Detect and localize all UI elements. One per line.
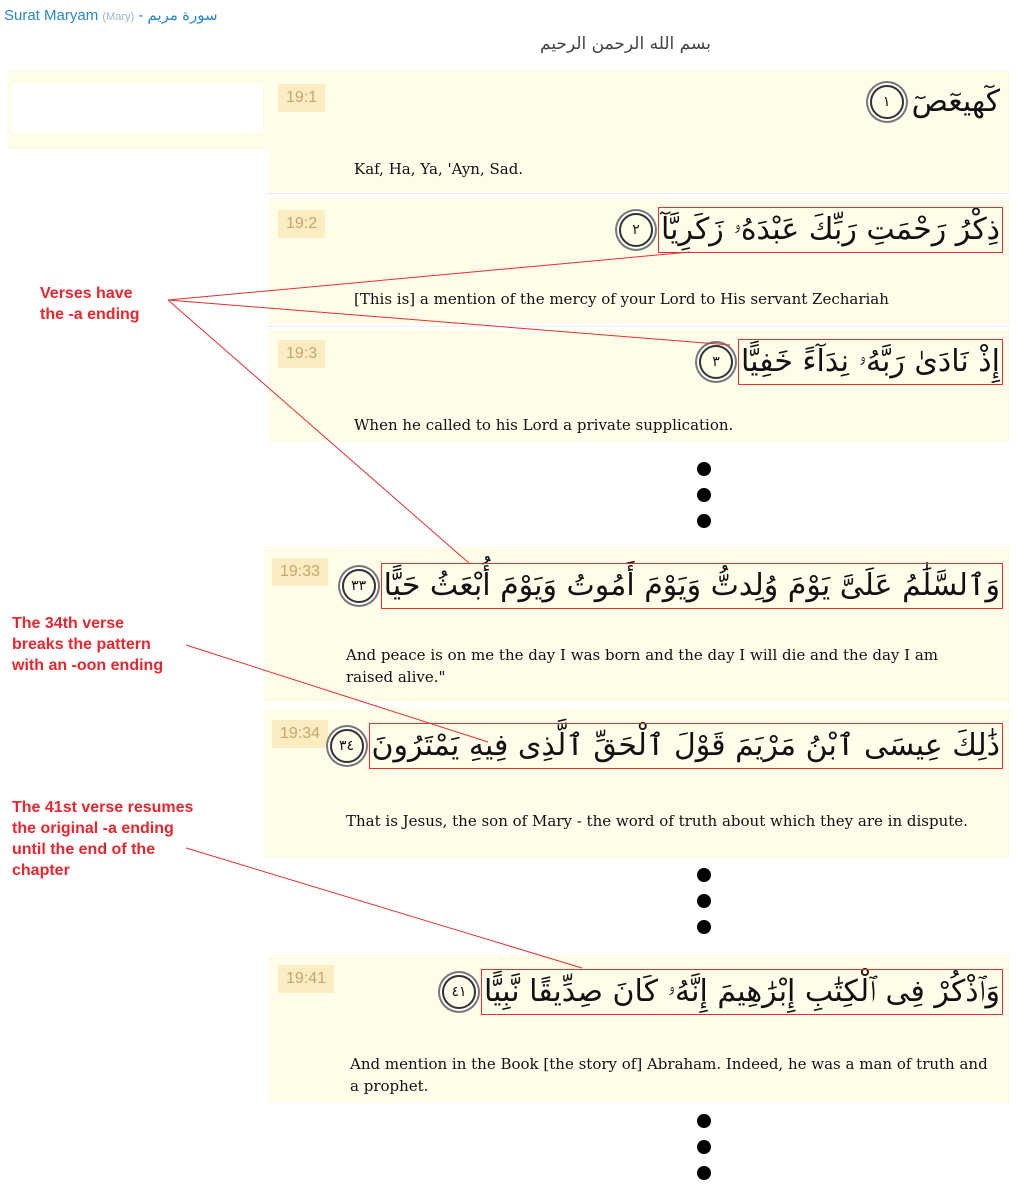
verse-number-19-2[interactable]: 19:2	[278, 210, 325, 238]
verse-number-19-33[interactable]: 19:33	[272, 558, 328, 586]
verse-translation-19-2: [This is] a mention of the mercy of your Lord to His servant Zechariah	[354, 290, 889, 308]
callout-line	[168, 252, 690, 300]
verse-arabic-text: كٓهيعٓصٓ	[911, 84, 1000, 119]
surah-title-en-sub: (Mary)	[102, 11, 135, 23]
callout-line	[186, 645, 488, 742]
annotation-oon-ending	[12, 613, 163, 676]
verse-arabic-text: ذِكْرُ رَحْمَتِ رَبِّكَ عَبْدَهُۥ زَكَرِيَّآ	[661, 210, 1000, 250]
annotation-line: with an -oon ending	[12, 657, 164, 674]
surah-title-separator: -	[138, 7, 148, 24]
annotation-resume	[12, 797, 193, 881]
verse-arabic-text: ذَٰلِكَ عِيسَى ٱبْنُ مَرْيَمَ قَوْلَ ٱلْحَقِّ ٱلَّذِى فِيهِ يَمْتَرُونَ	[372, 726, 1000, 766]
callout-line	[186, 848, 582, 968]
annotation-line: The 41st verse resumes	[12, 799, 194, 816]
ayah-end-marker: ٢	[619, 213, 653, 247]
ayah-end-marker: ٣	[699, 345, 733, 379]
verse-number-19-41[interactable]: 19:41	[278, 965, 334, 993]
verse-number-19-34[interactable]: 19:34	[272, 720, 328, 748]
verse-arabic-text: وَٱلسَّلَٰمُ عَلَىَّ يَوْمَ وُلِدتُّ وَيَوْمَ أَمُوتُ وَيَوْمَ أُبْعَثُ حَيًّا	[384, 566, 1000, 606]
verse-translation-19-1: Kaf, Ha, Ya, 'Ayn, Sad.	[354, 160, 524, 178]
annotation-line: until the end of the	[12, 841, 156, 858]
annotation-line: breaks the pattern	[12, 636, 151, 653]
verse-arabic-text: وَٱذْكُرْ فِى ٱلْكِتَٰبِ إِبْرَٰهِيمَ إِنَّهُۥ كَانَ صِدِّيقًا نَّبِيًّا	[484, 972, 1000, 1012]
surah-title-en[interactable]: Surat Maryam	[4, 7, 99, 24]
annotation-line: the original -a ending	[12, 820, 174, 837]
callout-line	[168, 300, 730, 345]
annotation-line: chapter	[12, 862, 70, 879]
ayah-end-marker: ٣٤	[330, 729, 364, 763]
annotation-line: Verses have	[40, 285, 133, 302]
bismillah: بسم الله الرحمن الرحيم	[540, 34, 711, 54]
annotation-line: The 34th verse	[12, 615, 125, 632]
ayah-end-marker: ١	[870, 85, 904, 119]
surah-title-ar[interactable]: سورة مريم	[147, 7, 218, 24]
verse-translation-19-33: And peace is on me the day I was born and the day I will die and the day I am raised alive."	[346, 646, 939, 686]
verse-translation-19-34: That is Jesus, the son of Mary - the word of truth about which they are in dispute.	[346, 812, 968, 830]
annotation-line: the -a ending	[40, 306, 140, 323]
verse-arabic-text: إِذْ نَادَىٰ رَبَّهُۥ نِدَآءً خَفِيًّا	[741, 342, 1000, 382]
annotation-a-ending	[40, 283, 140, 325]
ayah-end-marker: ٤١	[442, 975, 476, 1009]
verse-translation-19-3: When he called to his Lord a private supplication.	[354, 416, 734, 434]
verse-number-19-1[interactable]: 19:1	[278, 84, 325, 112]
callout-line	[168, 300, 470, 564]
verse-number-19-3[interactable]: 19:3	[278, 340, 325, 368]
verse-translation-19-41: And mention in the Book [the story of] Abraham. Indeed, he was a man of truth and a prophet.	[350, 1055, 988, 1095]
ayah-end-marker: ٣٣	[342, 569, 376, 603]
